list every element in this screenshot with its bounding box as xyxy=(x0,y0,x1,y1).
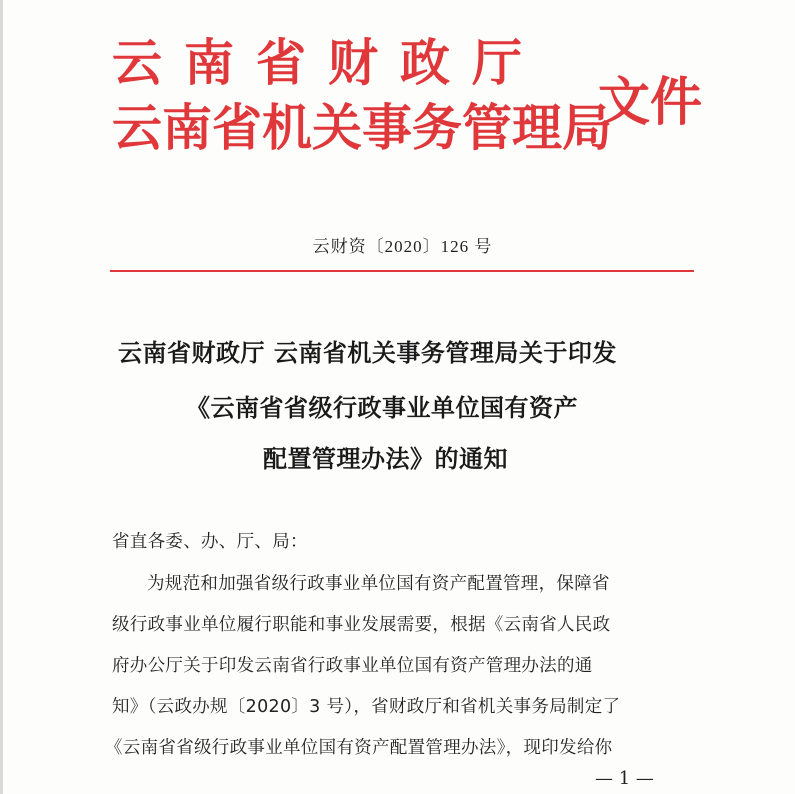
document-number: 云财资〔2020〕126 号 xyxy=(312,237,493,256)
body-line-3: 府办公厅关于印发云南省行政事业单位国有资产管理办法的通 xyxy=(112,656,593,676)
scan-edge xyxy=(0,0,3,794)
title-line-3: 配置管理办法》的通知 xyxy=(263,444,508,473)
red-divider xyxy=(110,270,694,272)
body-line-5: 《云南省省级行政事业单位国有资产配置管理办法》，现印发给你 xyxy=(105,738,613,758)
issuer-name-affairs-bureau: 云南省机关事务管理局 xyxy=(112,100,612,156)
page-number: — 1 — xyxy=(595,768,654,789)
title-line-2: 《云南省省级行政事业单位国有资产 xyxy=(186,393,578,422)
body-line-1: 为规范和加强省级行政事业单位国有资产配置管理，保障省 xyxy=(147,574,610,594)
title-line-1: 云南省财政厅 云南省机关事务管理局关于印发 xyxy=(118,338,617,367)
salutation: 省直各委、办、厅、局： xyxy=(112,532,308,552)
body-line-2: 级行政事业单位履行职能和事业发展需要，根据《云南省人民政 xyxy=(112,615,611,635)
issuer-name-finance: 云南省财政厅 xyxy=(112,35,544,91)
header-suffix: 文件 xyxy=(598,75,703,132)
body-line-4: 知》（云政办规〔2020〕3 号），省财政厅和省机关事务局制定了 xyxy=(112,697,621,717)
